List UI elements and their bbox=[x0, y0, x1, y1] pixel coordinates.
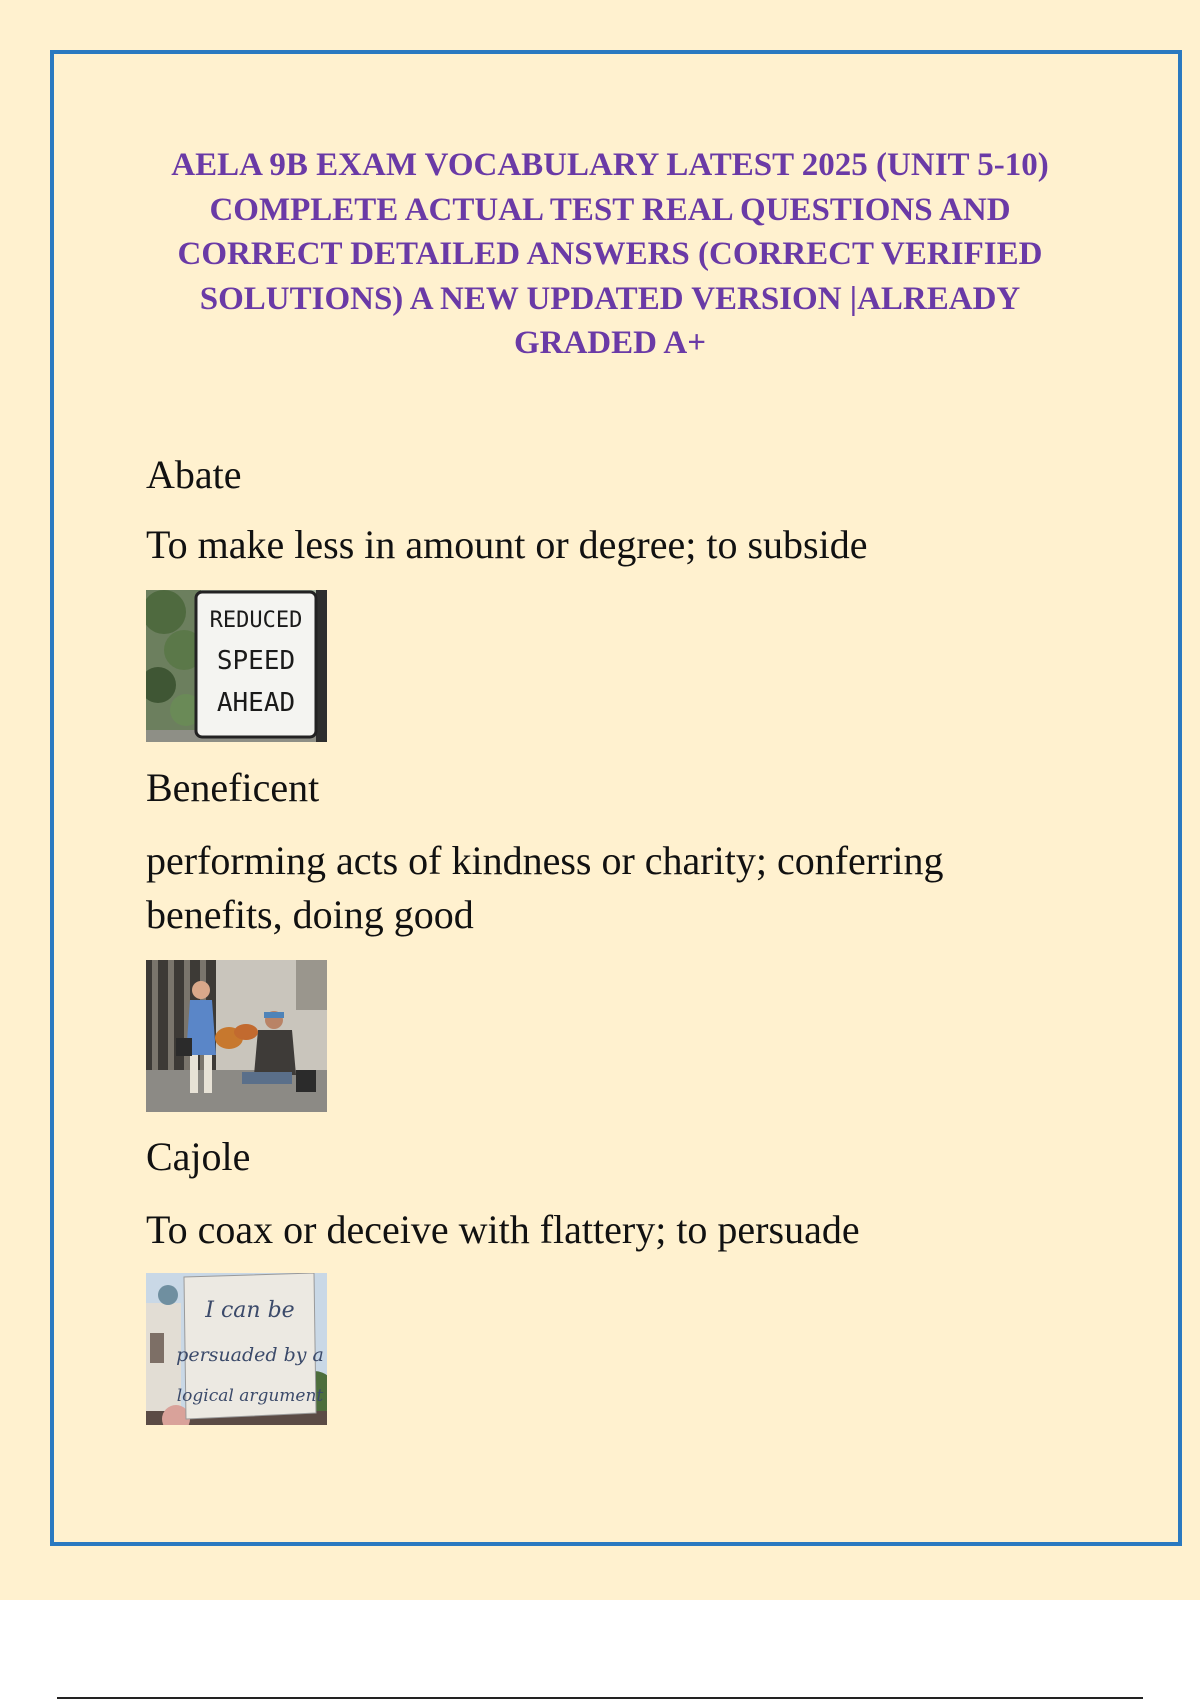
sign-line-3: AHEAD bbox=[216, 688, 296, 718]
definition-beneficent: performing acts of kindness or charity; conferring benefits, doing good bbox=[146, 838, 944, 937]
definition-abate: To make less in amount or degree; to subside bbox=[146, 522, 868, 567]
reduced-speed-sign-image bbox=[146, 590, 327, 742]
term-abate: Abate bbox=[146, 452, 242, 497]
document-title: AELA 9B EXAM VOCABULARY LATEST 2025 (UNIT 5-10) COMPLETE ACTUAL TEST REAL QUESTIONS AND CORRECT DETAILED ANSWERS (CORRECT VERIFIED SOLUTIONS) A NEW UPDATED VERSION |ALREADY GRADED A+ bbox=[171, 147, 1049, 361]
charity-scene-image bbox=[146, 960, 327, 1112]
footer-rule bbox=[57, 1697, 1143, 1699]
term-beneficent: Beneficent bbox=[146, 765, 320, 810]
sign-line-1: REDUCED bbox=[209, 608, 303, 633]
protest-sign-line-2: persuaded by a bbox=[176, 1344, 324, 1366]
sign-line-2: SPEED bbox=[216, 646, 296, 676]
term-cajole: Cajole bbox=[146, 1134, 251, 1179]
definition-cajole: To coax or deceive with flattery; to persuade bbox=[146, 1207, 860, 1252]
protest-sign-line-3: logical argument bbox=[176, 1386, 324, 1406]
protest-sign-image bbox=[146, 1273, 327, 1425]
protest-sign-line-1: I can be bbox=[205, 1298, 295, 1323]
